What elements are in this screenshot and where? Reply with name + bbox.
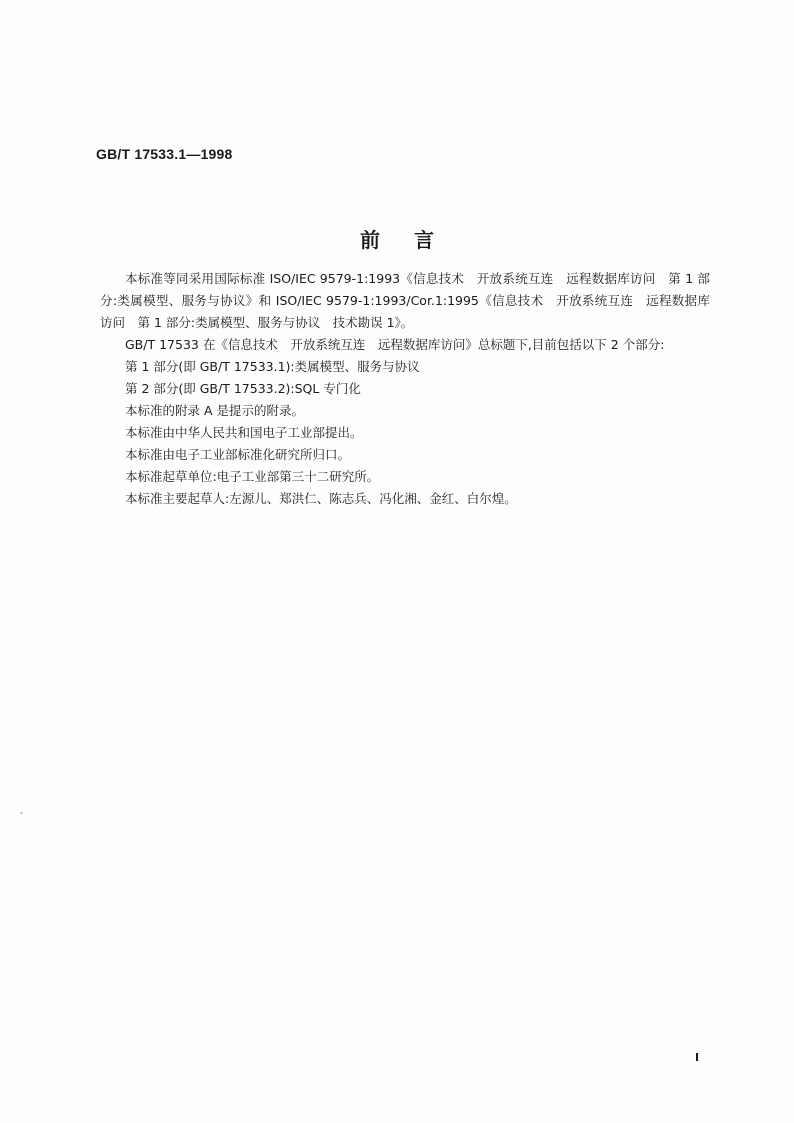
paragraph-adoption: 本标准等同采用国际标准 ISO/IEC 9579-1:1993《信息技术 开放系统互连 远程数据库访问 第 1 部分:类属模型、服务与协议》和 ISO/IEC 9579-1:1993/Cor.1:1995《信息技术 开放系统互连 远程数据库访问 第 1 部分:类属模型、服务与协议 技术勘误 1》。: [100, 271, 710, 330]
paragraph-appendix: 本标准的附录 A 是提示的附录。: [125, 403, 304, 418]
paragraph-administrator: 本标准由电子工业部标准化研究所归口。: [125, 447, 351, 462]
paragraph-drafters: 本标准主要起草人:左源儿、郑洪仁、陈志兵、冯化湘、金红、白尔煌。: [125, 491, 517, 506]
scan-speck: [20, 812, 23, 814]
page-title: 前言: [360, 228, 468, 252]
foreword-body: [100, 268, 710, 510]
paragraph-part2: 第 2 部分(即 GB/T 17533.2):SQL 专门化: [125, 381, 361, 396]
paragraph-series: GB/T 17533 在《信息技术 开放系统互连 远程数据库访问》总标题下,目前包括以下 2 个部分:: [125, 337, 665, 352]
standard-number: GB/T 17533.1—1998: [96, 146, 233, 162]
paragraph-drafting-unit: 本标准起草单位:电子工业部第三十二研究所。: [125, 469, 380, 484]
paragraph-proposer: 本标准由中华人民共和国电子工业部提出。: [125, 425, 363, 440]
page-number: I: [695, 1051, 700, 1064]
paragraph-part1: 第 1 部分(即 GB/T 17533.1):类属模型、服务与协议: [125, 359, 420, 374]
